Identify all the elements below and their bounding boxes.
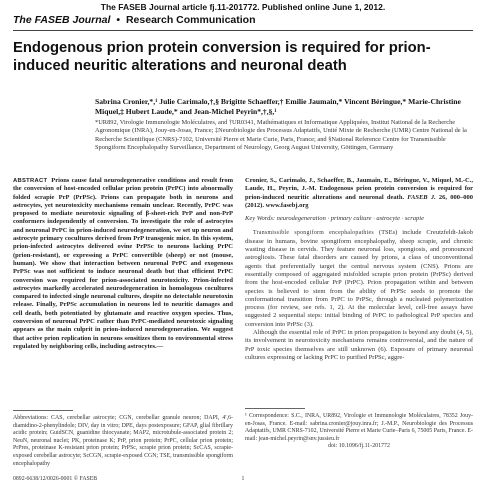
header-rule bbox=[13, 30, 473, 31]
journal-name: The FASEB Journal bbox=[13, 14, 111, 26]
citation-text: Cronier, S., Carimalo, J., Schaeffer, B., Jaumain, E., Béringue, V., Miquel, M.-C., Laude, H., Peyrin, J.-M. Endogenous prion protein conversion is required for prion-induced neuritic alterations and neuronal death. bbox=[245, 177, 473, 201]
abbreviations-footnote: Abbreviations: CAS, cerebellar astrocyte; CGN, cerebellar granule neuron; DAPI, 4′,6-diamidino-2-phenylindole; DIV, day in vitro; DPE, days postexposure; GFAP, glial fibrillary acidic protein; GuidSCN, guanidine thiocyanate; MAP2, microtubule-associated protein 2; NeuN, neuronal nuclei; PK, proteinase K; PrP, prion protein; PrPC, cellular prion protein; PrPres, proteinase K-resistant prion protein; PrPSc, scrapie prion protein; ScCAS, scrapie-exposed cerebellar astrocyte; ScCGN, scrapie-exposed CGN; TSE, transmissible spongiform encephalopathy bbox=[13, 415, 233, 467]
abstract-text: Prions cause fatal neurodegenerative conditions and result from the conversion of host-encoded cellular prion protein (PrPC) into abnormally folded scrapie PrP (PrPSc). Prions can propagate both in neurons and astrocytes, yet neurotoxicity mechanisms remain unclear. Recently, PrPC was proposed to mediate neurotoxic signaling of β-sheet-rich PrP and non-PrP conformers independently of conversion. To investigate the role of astrocytes and neuronal PrPC in prion-induced neurodegeneration, we set up neuron and astrocyte primary cocultures derived from PrP transgenic mice. In this system, prion-infected astrocytes delivered ovine PrPSc to neurons lacking PrPC (prion-resistant), or expressing a PrPC convertible (sheep) or not (mouse, human). We show that interaction between neuronal PrPC and exogenous PrPSc was not sufficient to induce neuronal death but that efficient PrPC conversion was required for prion-associated neurotoxicity. Prion-infected astrocytes markedly accelerated neurodegeneration in homologous cocultures compared to infected single neuronal cultures, despite no detectable neurotoxin release. Finally, PrPSc accumulation in neurons led to neuritic damages and cell death, both potentiated by glutamate and reactive oxygen species. Thus, conversion of neuronal PrPC rather than PrPC-mediated neurotoxic signaling appears as the main culprit in prion-induced neurodegeneration. We suggest that active prion replication in neurons sensitizes them to environmental stress regulated by neighboring cells, including astrocytes.— bbox=[13, 177, 233, 350]
intro-paragraph-2: Although the essential role of PrPC in prion propagation is beyond any doubt (4, 5), its involvement in neurotoxicity mechanisms remains controversial, and the nature of PrP toxic species themselves are still unknown (6). Exposure of primary neuronal cultures expressing or lacking PrPC to purified PrPSc, aggre- bbox=[245, 329, 473, 361]
intro-lead: Transmissible spongiform encephalopathies bbox=[253, 230, 374, 237]
article-section: Research Communication bbox=[125, 14, 256, 26]
footnote-rule-left bbox=[13, 410, 73, 411]
correspondence-text: ¹ Correspondence: S.C., INRA, UR892, Virologie et Immunologie Moléculaires, 78352 Jouy-en-Josas, France. E-mail: sabrina.cronier@jouy.inra.fr; J.-M.P., Neurobiologie des Processus Adaptatifs, UMR CNRS-7102, Université Pierre et Marie Curie–Paris 6, 75005 Paris, France. E-mail: jean-michel.peyrin@snv.jussieu.fr bbox=[245, 413, 473, 442]
citation bbox=[245, 177, 473, 210]
abstract-label: ABSTRACT bbox=[13, 178, 48, 184]
author-list: Sabrina Cronier,*,¹ Julie Carimalo,†,§ Brigitte Schaeffer,† Emilie Jaumain,* Vincent Béringue,* Marie-Christine Miquel,‡ Hubert Laude,* and Jean-Michel Peyrin*,†,§,¹ bbox=[95, 97, 461, 116]
correspondence-footnote bbox=[245, 413, 473, 451]
abstract-column bbox=[13, 177, 233, 351]
citation-ref: 26, 000–000 (2012). www.fasebj.org bbox=[245, 193, 473, 209]
affiliations: *UR892, Virologie Immunologie Moléculaires, and †UR0341, Mathématiques et Informatique Appliquées, Institut National de la Recherche Agronomique (INRA), Jouy-en-Josas, France; ‡Neurobiologie des Processus Adaptatifs, Unité Mixte de Recherche (UMR) Centre National de la Recherche Scientifique (CNRS)-7102, Université Pierre et Marie Curie, Paris, France; and §National Reference Centre for Transmissible Spongiform Encephalopathy Surveillance, Department of Neurology, Georg August University, Göttingen, Germany bbox=[95, 119, 467, 151]
issn-footer: 0892-6638/12/0026-0001 © FASEB bbox=[13, 476, 98, 482]
right-column bbox=[245, 177, 473, 362]
intro-paragraph-1 bbox=[245, 229, 473, 329]
doi: doi: 10.1096/fj.11-201772 bbox=[328, 443, 390, 450]
keywords: Key Words: neurodegeneration · primary culture · astrocyte · scrapie bbox=[245, 215, 424, 223]
footnote-rule-right bbox=[245, 408, 305, 409]
article-title: Endogenous prion protein conversion is required for prion-induced neuritic alterations and neuronal death bbox=[13, 40, 431, 74]
page-number: 1 bbox=[241, 476, 245, 482]
citation-journal: FASEB J. bbox=[407, 193, 436, 201]
abstract bbox=[13, 177, 233, 351]
intro-text-1: (TSEs) include Creutzfeldt-Jakob disease in humans, bovine spongiform encephalopathy, sheep scrapie, and chronic wasting disease in cervids. They feature neuronal loss, spongiosis, and pronounced astrogliosis. These fatal disorders are caused by prions, a class of unconventional agents that preferentially target the central nervous system (CNS). Prions are essentially composed of aggregated misfolded scrapie prion protein (PrPSc) derived from the host-encoded cellular PrP (PrPC). Prion propagation within and between species is believed to stem from the ability of PrPSc seeds to promote the conformational transition from PrPC to PrPSc, through a nucleated polymerization process (for review, see refs. 1, 2). At the molecular level, cell-free assays have suggested 2 sequential steps: initial binding of PrPC to pathological PrP species and conversion into PrPSc (3). bbox=[245, 229, 474, 328]
header-bullet: • bbox=[116, 14, 121, 26]
journal-header bbox=[13, 14, 256, 26]
publication-notice: The FASEB Journal article fj.11-201772. Published online June 1, 2012. bbox=[100, 2, 386, 12]
